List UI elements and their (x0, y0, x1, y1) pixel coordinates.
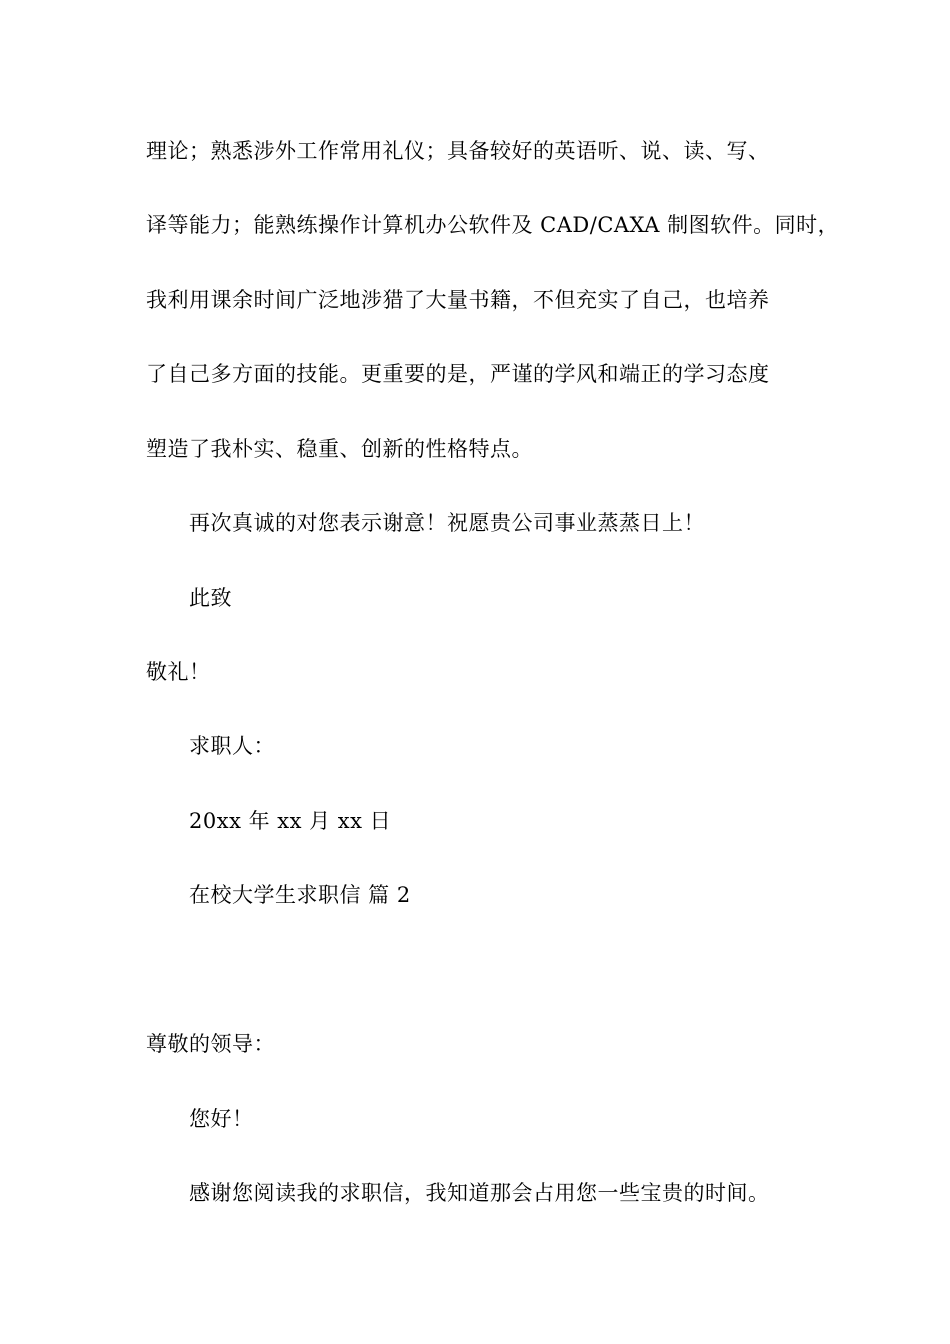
section-title: 在校大学生求职信 篇 2 (189, 883, 411, 907)
body-line-2: 译等能力；能熟练操作计算机办公软件及 CAD/CAXA 制图软件。同时， (146, 213, 840, 237)
letter-date: 20xx 年 xx 月 xx 日 (189, 809, 392, 833)
body-line-1: 理论；熟悉涉外工作常用礼仪；具备较好的英语听、说、读、写、 (146, 139, 770, 163)
salutation: 尊敬的领导： (146, 1032, 275, 1056)
thanks-line: 再次真诚的对您表示谢意！祝愿贵公司事业蒸蒸日上！ (189, 511, 705, 535)
body-line-5: 塑造了我朴实、稳重、创新的性格特点。 (146, 437, 533, 461)
body-line-3: 我利用课余时间广泛地涉猎了大量书籍，不但充实了自己，也培养 (146, 288, 770, 312)
body-line-4: 了自己多方面的技能。更重要的是，严谨的学风和端正的学习态度 (146, 362, 770, 386)
greeting: 您好！ (189, 1107, 254, 1131)
closing-jingli: 敬礼！ (146, 660, 211, 684)
closing-cizhi: 此致 (189, 586, 232, 610)
opening-line: 感谢您阅读我的求职信，我知道那会占用您一些宝贵的时间。 (189, 1181, 770, 1205)
applicant-signature: 求职人： (189, 734, 275, 758)
